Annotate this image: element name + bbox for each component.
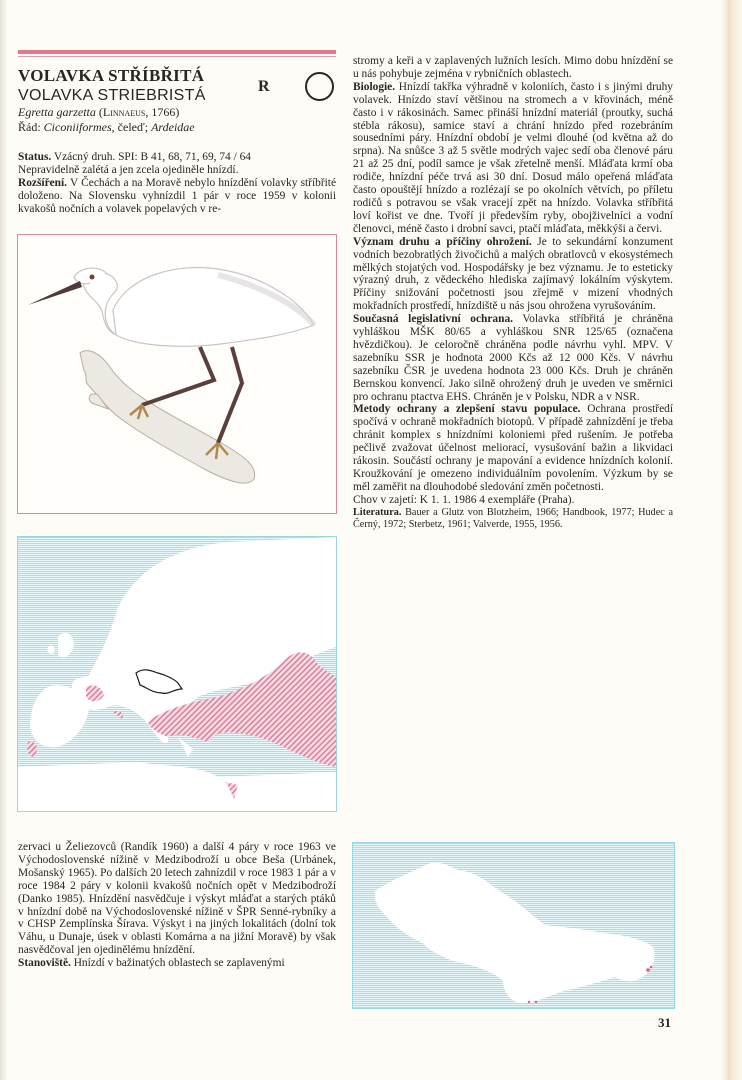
status-paragraph-2: Nepravidelně zalétá a jen zcela ojediněle hnízdí.	[18, 163, 239, 176]
right-column	[353, 55, 673, 531]
importance-heading: Význam druhu a příčiny ohrožení.	[353, 235, 532, 248]
egret-illustration-icon	[18, 235, 336, 513]
importance-text: Je to sekundární konzument vodních bezobratlých živočichů a malých obratlovců v ekosystémech mělkých stojatých vod. Hospodářsky je bez významu. Je to esteticky výrazný druh, z vědeckého hlediska zajímavý lokálním výskytem. Příčiny snižování početnosti jsou zřejmě v mizení vhodných mokřadních prostředí, hnízdiště u nás jsou ohrožena vyrušováním.	[353, 235, 673, 313]
taxonomy	[18, 120, 336, 135]
family-label: , čeleď;	[111, 120, 152, 134]
threat-category: R	[258, 78, 270, 95]
left-column-top	[18, 151, 336, 216]
captivity-paragraph: Chov v zajetí: K 1. 1. 1986 4 exempláře (Praha).	[353, 493, 575, 506]
habitat-continued: stromy a keři a v zaplavených lužních lesích. Mimo dobu hnízdění se u nás pohybuje zejména v rybničních oblastech.	[353, 55, 673, 80]
distribution-heading: Rozšíření.	[18, 176, 68, 189]
page-edge	[720, 0, 742, 1080]
czechoslovakia-map	[352, 842, 675, 1009]
legislation-heading: Současná legislativní ochrana.	[353, 313, 513, 326]
methods-paragraph	[353, 403, 673, 493]
latin-year: , 1766)	[145, 105, 180, 119]
literature-heading: Literatura.	[353, 506, 402, 518]
habitat-paragraph	[18, 957, 336, 970]
literature-paragraph	[353, 507, 673, 531]
latin-name: Egretta garzetta (Linnaeus, 1766)	[18, 105, 180, 119]
status-text: Vzácný druh. SPI: B 41, 68, 71, 69, 74 / 64	[51, 151, 251, 163]
methods-heading: Metody ochrany a zlepšení stavu populace.	[353, 403, 581, 416]
distribution-continued: zervaci u Želiezovců (Randík 1960) a další 4 páry v roce 1963 ve Východoslovenské nížině v Medzibodroží u obce Beša (Urbánek, Mošanský 1965). Po dalších 20 letech zahnízdil v roce 1983 1 pár a v roce 1984 2 páry v kolonii kvakošů nočních opět v Medzibodroží (Danko 1985). Hnízdění nasvědčuje i výskyt mláďat a starých ptáků v hnízdní době na Východoslovenské nížině v ŠPR Senné-rybníky a v CHSP Zemplínska Šírava. Výskyt i na jiných lokalitách (dolní tok Váhu, u Dunaje, úsek v oblasti Komárna a na jižní Moravě) by však nasvědčoval jen ojedinělému hnízdění.	[18, 841, 336, 957]
methods-text: Ochrana prostředí spočívá v ochraně mokřadních biotopů. V případě zahnízdění je třeba chránit komplex s hnízdními koloniemi před rušením. Je potřeba pečlivě zvažovat účelnost meliorací, vysušování bažin a likvidaci rákosin. Součástí ochrany je mapování a evidence hnízdních kolonií. Kroužkování je omezeno individuálním povolením. Výzkum by se měl zaměřit na dlouhodobé sledování změn početnosti.	[353, 403, 674, 493]
family-name: Ardeidae	[151, 120, 195, 134]
latin-author: Linnaeus	[102, 105, 146, 119]
latin-binomial: Egretta garzetta	[18, 105, 96, 119]
literature-text: Bauer a Glutz von Blotzheim, 1966; Handbook, 1977; Hudec a Černý, 1972; Sterbetz, 1961; Valverde, 1955, 1956.	[353, 506, 673, 530]
czechoslovakia-map-icon	[353, 843, 674, 1008]
empty-circle-icon	[305, 72, 334, 101]
importance-paragraph	[353, 236, 673, 313]
order-label: Řád:	[18, 120, 44, 134]
header-rule	[18, 50, 336, 54]
status-heading: Status.	[18, 151, 52, 163]
left-column-bottom	[18, 841, 336, 970]
bird-illustration-frame	[17, 234, 337, 514]
book-spine-shadow	[0, 0, 8, 1080]
biology-heading: Biologie.	[353, 80, 396, 93]
legislation-text: Volavka stříbřitá je chráněna vyhláškou MŠK 80/65 a vyhláškou SNR 125/65 (označena hvězdičkou). Je celoročně chráněna podle návrhu vyhl. MPV. V sazebníku SSR je hodnota 2000 Kčs až 12 000 Kčs. V návrhu sazebníku ČSR je uvedena hodnota 23 000 Kčs. Druh je chráněn Bernskou konvencí. Jako silně ohrožený druh je uveden ve směrnici pro ochranu ptactva EHS. Chráněn je v Polsku, NDR a v NSR.	[353, 313, 674, 403]
species-name-slovak: VOLAVKA STRIEBRISTÁ	[18, 87, 206, 104]
habitat-heading: Stanoviště.	[18, 957, 71, 970]
legislation-paragraph	[353, 313, 673, 403]
species-name-czech: VOLAVKA STŘÍBŘITÁ	[18, 66, 205, 85]
order-name: Ciconiiformes	[43, 120, 112, 134]
biology-text: Hnízdí takřka výhradně v koloniích, často i s jinými druhy volavek. Hnízdo staví většinou na stromech a v křovinách, méně často i v rákosinách. Samec přináší hnízdní materiál (proutky, suchá stébla rákosu), samice staví a chrání hnízdo před rozebráním sousedními páry. Hnízdní období je velmi dlouhé (od května až do srpna). Na snůšce 3 až 5 světle modrých vajec sedí oba členové páru 21 až 25 dní, podíl samce je však zřetelně menší. Mláďata krmí oba rodiče, hnízdní péče trvá asi 30 dní. Dosud málo opeřená mláďata často opouštějí hnízdo a rozlézají se po okolních větvích, po příletu rodičů s potravou se však vracejí zpět na hnízdo. Volavka stříbřitá loví kořist ve dne. Tvoří ji především ryby, obojživelníci a vodní členovci, méně často i drobní savci, ptačí mláďata, měkkýši a červi.	[353, 80, 673, 235]
biology-paragraph	[353, 81, 673, 236]
header-rule-thin	[18, 56, 336, 57]
status-paragraph	[18, 151, 336, 164]
europe-range-map	[17, 536, 337, 812]
species-heading	[18, 66, 336, 135]
europe-map-icon	[18, 537, 336, 811]
habitat-text: Hnízdí v bažinatých oblastech se zaplavenými	[70, 957, 285, 970]
distribution-paragraph	[18, 177, 336, 216]
distribution-text: V Čechách a na Moravě nebylo hnízdění volavky stříbřité doloženo. Na Slovensku vyhnízdil 1 pár v roce 1959 v kolonii kvakošů nočních a volavek popelavých v re-	[18, 176, 336, 215]
page-number: 31	[658, 1015, 671, 1030]
